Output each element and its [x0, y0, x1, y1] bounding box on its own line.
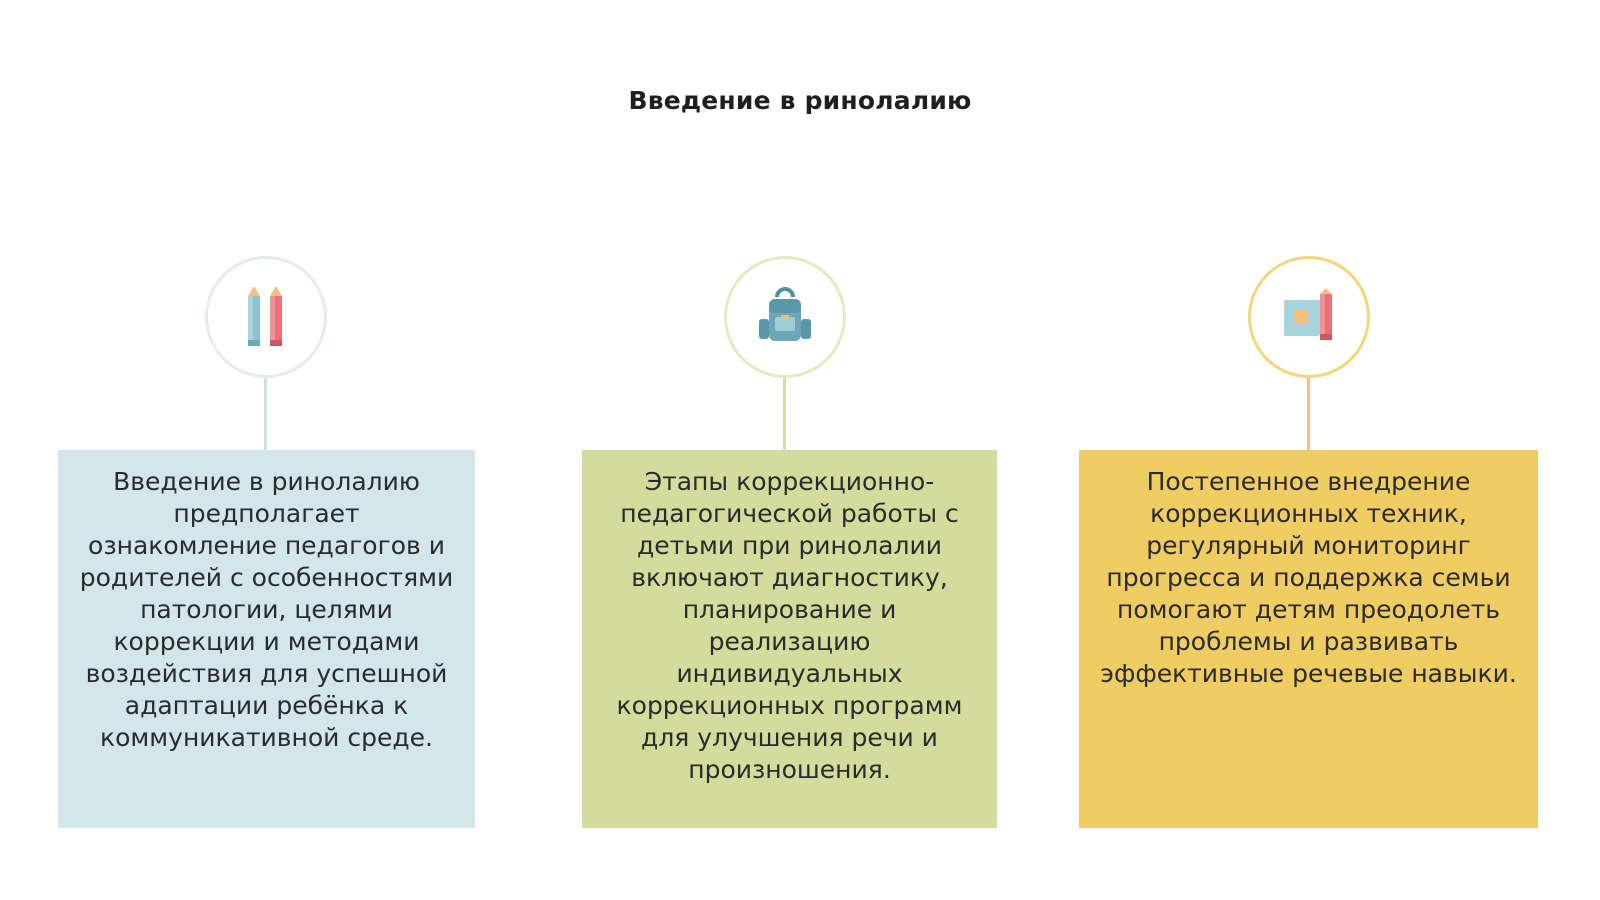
step-3-icon-circle	[1248, 256, 1370, 378]
step-3-card	[1079, 450, 1538, 828]
step-3-connector	[1307, 378, 1310, 450]
step-1-card	[58, 450, 475, 828]
step-2-text: Этапы коррекционно-педагогической работы с детьми при ринолалии включают диагностику, планирование и реализацию индивидуальных коррекционных программ для улучшения речи и произношения.	[616, 467, 963, 784]
page-title: Введение в ринолалию	[628, 86, 972, 115]
step-3-text: Постепенное внедрение коррекционных техник, регулярный мониторинг прогресса и поддержка семьи помогают детям преодолеть проблемы и развивать эффективные речевые навыки.	[1100, 467, 1517, 688]
step-2-card	[582, 450, 997, 828]
step-1-connector	[264, 378, 267, 450]
step-2-icon-circle	[724, 256, 846, 378]
backpack-icon	[755, 287, 815, 347]
pencils-icon	[240, 286, 292, 348]
step-2-connector	[783, 378, 786, 450]
step-1-text: Введение в ринолалию предполагает ознакомление педагогов и родителей с особенностями патологии, целями коррекции и методами воздействия для успешной адаптации ребёнка к коммуникативной среде.	[79, 467, 454, 752]
notebook-pencil-icon	[1280, 288, 1338, 346]
step-1-icon-circle	[205, 256, 327, 378]
